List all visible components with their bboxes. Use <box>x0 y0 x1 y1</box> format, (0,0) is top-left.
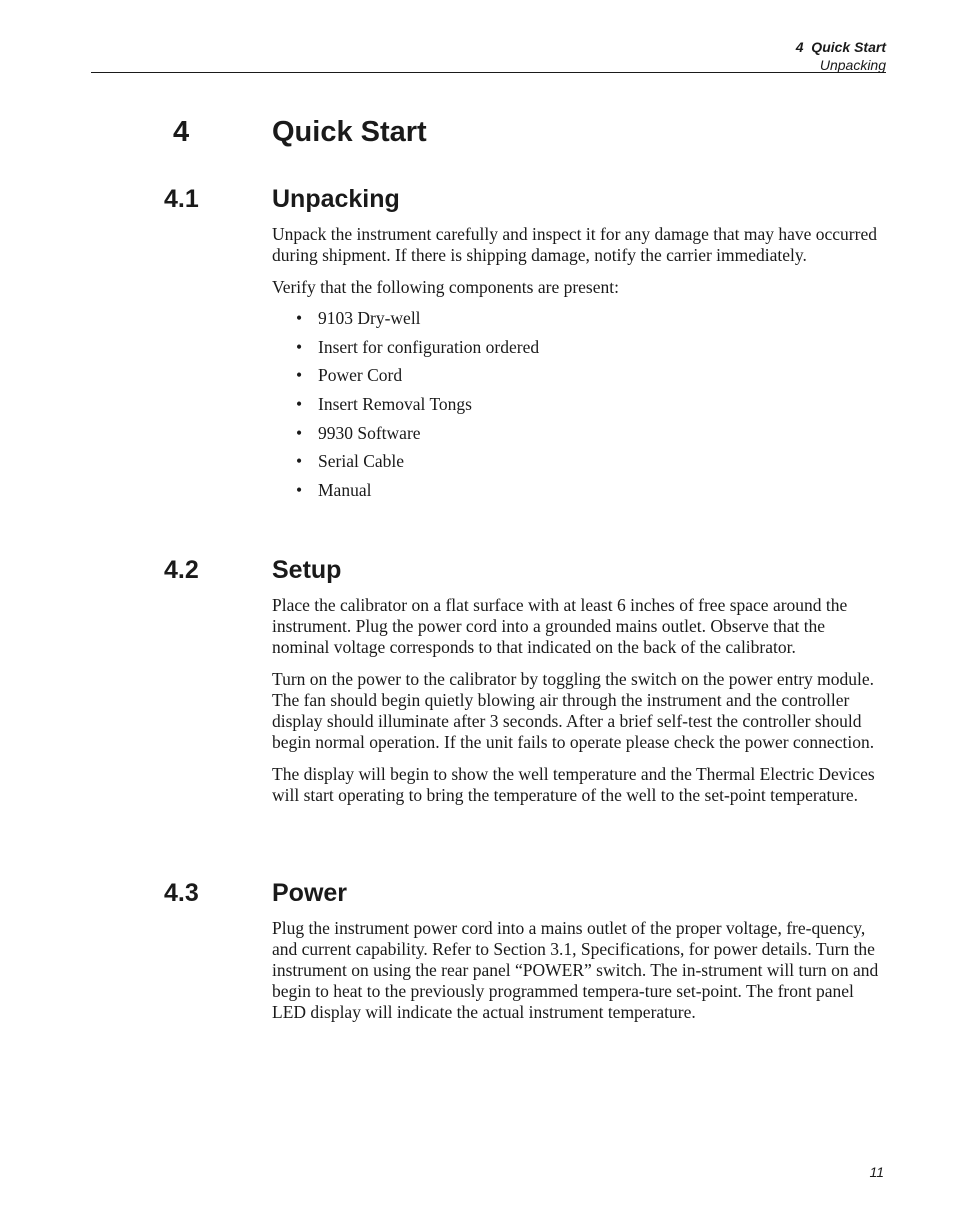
page-number: 11 <box>869 1164 884 1180</box>
running-head <box>796 38 886 74</box>
section-heading <box>0 553 954 587</box>
section-number: 4.3 <box>164 879 199 907</box>
running-head-section: Unpacking <box>819 57 886 73</box>
section-body <box>272 595 886 806</box>
list-item <box>296 451 886 480</box>
chapter-number: 4 <box>173 116 190 148</box>
list-item <box>296 480 886 509</box>
bullet-icon: • <box>296 422 303 443</box>
paragraph: Turn on the power to the calibrator by toggling the switch on the power entry module. The fan should begin quietly blowing air through the instrument and the controller display should illuminate after 3 seconds. After a brief self-test the controller should begin normal operation. If the unit fails to operate please check the power connection. <box>272 669 875 752</box>
section-body <box>272 224 886 509</box>
running-head-chapter: 4 Quick Start <box>795 39 886 55</box>
list-item-text: Manual <box>318 480 372 501</box>
section-power <box>0 876 954 1034</box>
list-item-text: Insert Removal Tongs <box>318 394 472 415</box>
section-number: 4.2 <box>164 556 199 584</box>
list-item-text: 9103 Dry-well <box>318 308 421 328</box>
list-item <box>296 365 886 394</box>
bullet-icon: • <box>296 308 303 328</box>
bullet-icon: • <box>296 394 303 415</box>
paragraph: Verify that the following components are present: <box>272 277 619 297</box>
section-title: Setup <box>272 556 342 584</box>
list-item <box>296 423 886 452</box>
header-rule <box>91 72 886 73</box>
section-title: Power <box>272 879 348 907</box>
list-item-text: Serial Cable <box>318 451 405 472</box>
section-heading <box>0 876 954 910</box>
paragraph: Place the calibrator on a flat surface with at least 6 inches of free space around the instrument. Plug the power cord into a grounded mains outlet. Observe that the nominal voltage corresponds to that indicated on the back of the calibrator. <box>272 595 848 657</box>
list-item <box>296 308 886 337</box>
bullet-icon: • <box>296 451 303 472</box>
section-heading <box>0 182 954 216</box>
component-list <box>272 308 886 509</box>
list-item <box>296 394 886 423</box>
section-title: Unpacking <box>272 185 400 213</box>
bullet-icon: • <box>296 480 303 501</box>
chapter-title: Quick Start <box>272 116 427 148</box>
section-unpacking <box>0 182 954 509</box>
list-item-text: 9930 Software <box>318 422 421 443</box>
section-number: 4.1 <box>164 185 199 213</box>
list-item-text: Power Cord <box>318 365 403 386</box>
paragraph: Unpack the instrument carefully and inspect it for any damage that may have occurred during shipment. If there is shipping damage, notify the carrier immediately. <box>272 224 877 265</box>
list-item <box>296 337 886 366</box>
section-body <box>272 918 886 1023</box>
paragraph: Plug the instrument power cord into a mains outlet of the proper voltage, fre-quency, and current capability. Refer to Section 3.1, Specifications, for power details. Turn the instrument on using the rear panel “POWER” switch. The in-strument will turn on and begin to heat to the previously programmed tempera-ture set-point. The front panel LED display will indicate the actual instrument temperature. <box>272 918 879 1022</box>
bullet-icon: • <box>296 365 303 386</box>
paragraph: The display will begin to show the well temperature and the Thermal Electric Devices will start operating to bring the temperature of the well to the set-point temperature. <box>272 764 875 805</box>
list-item-text: Insert for configuration ordered <box>318 336 540 357</box>
section-setup <box>0 553 954 817</box>
bullet-icon: • <box>296 336 303 357</box>
